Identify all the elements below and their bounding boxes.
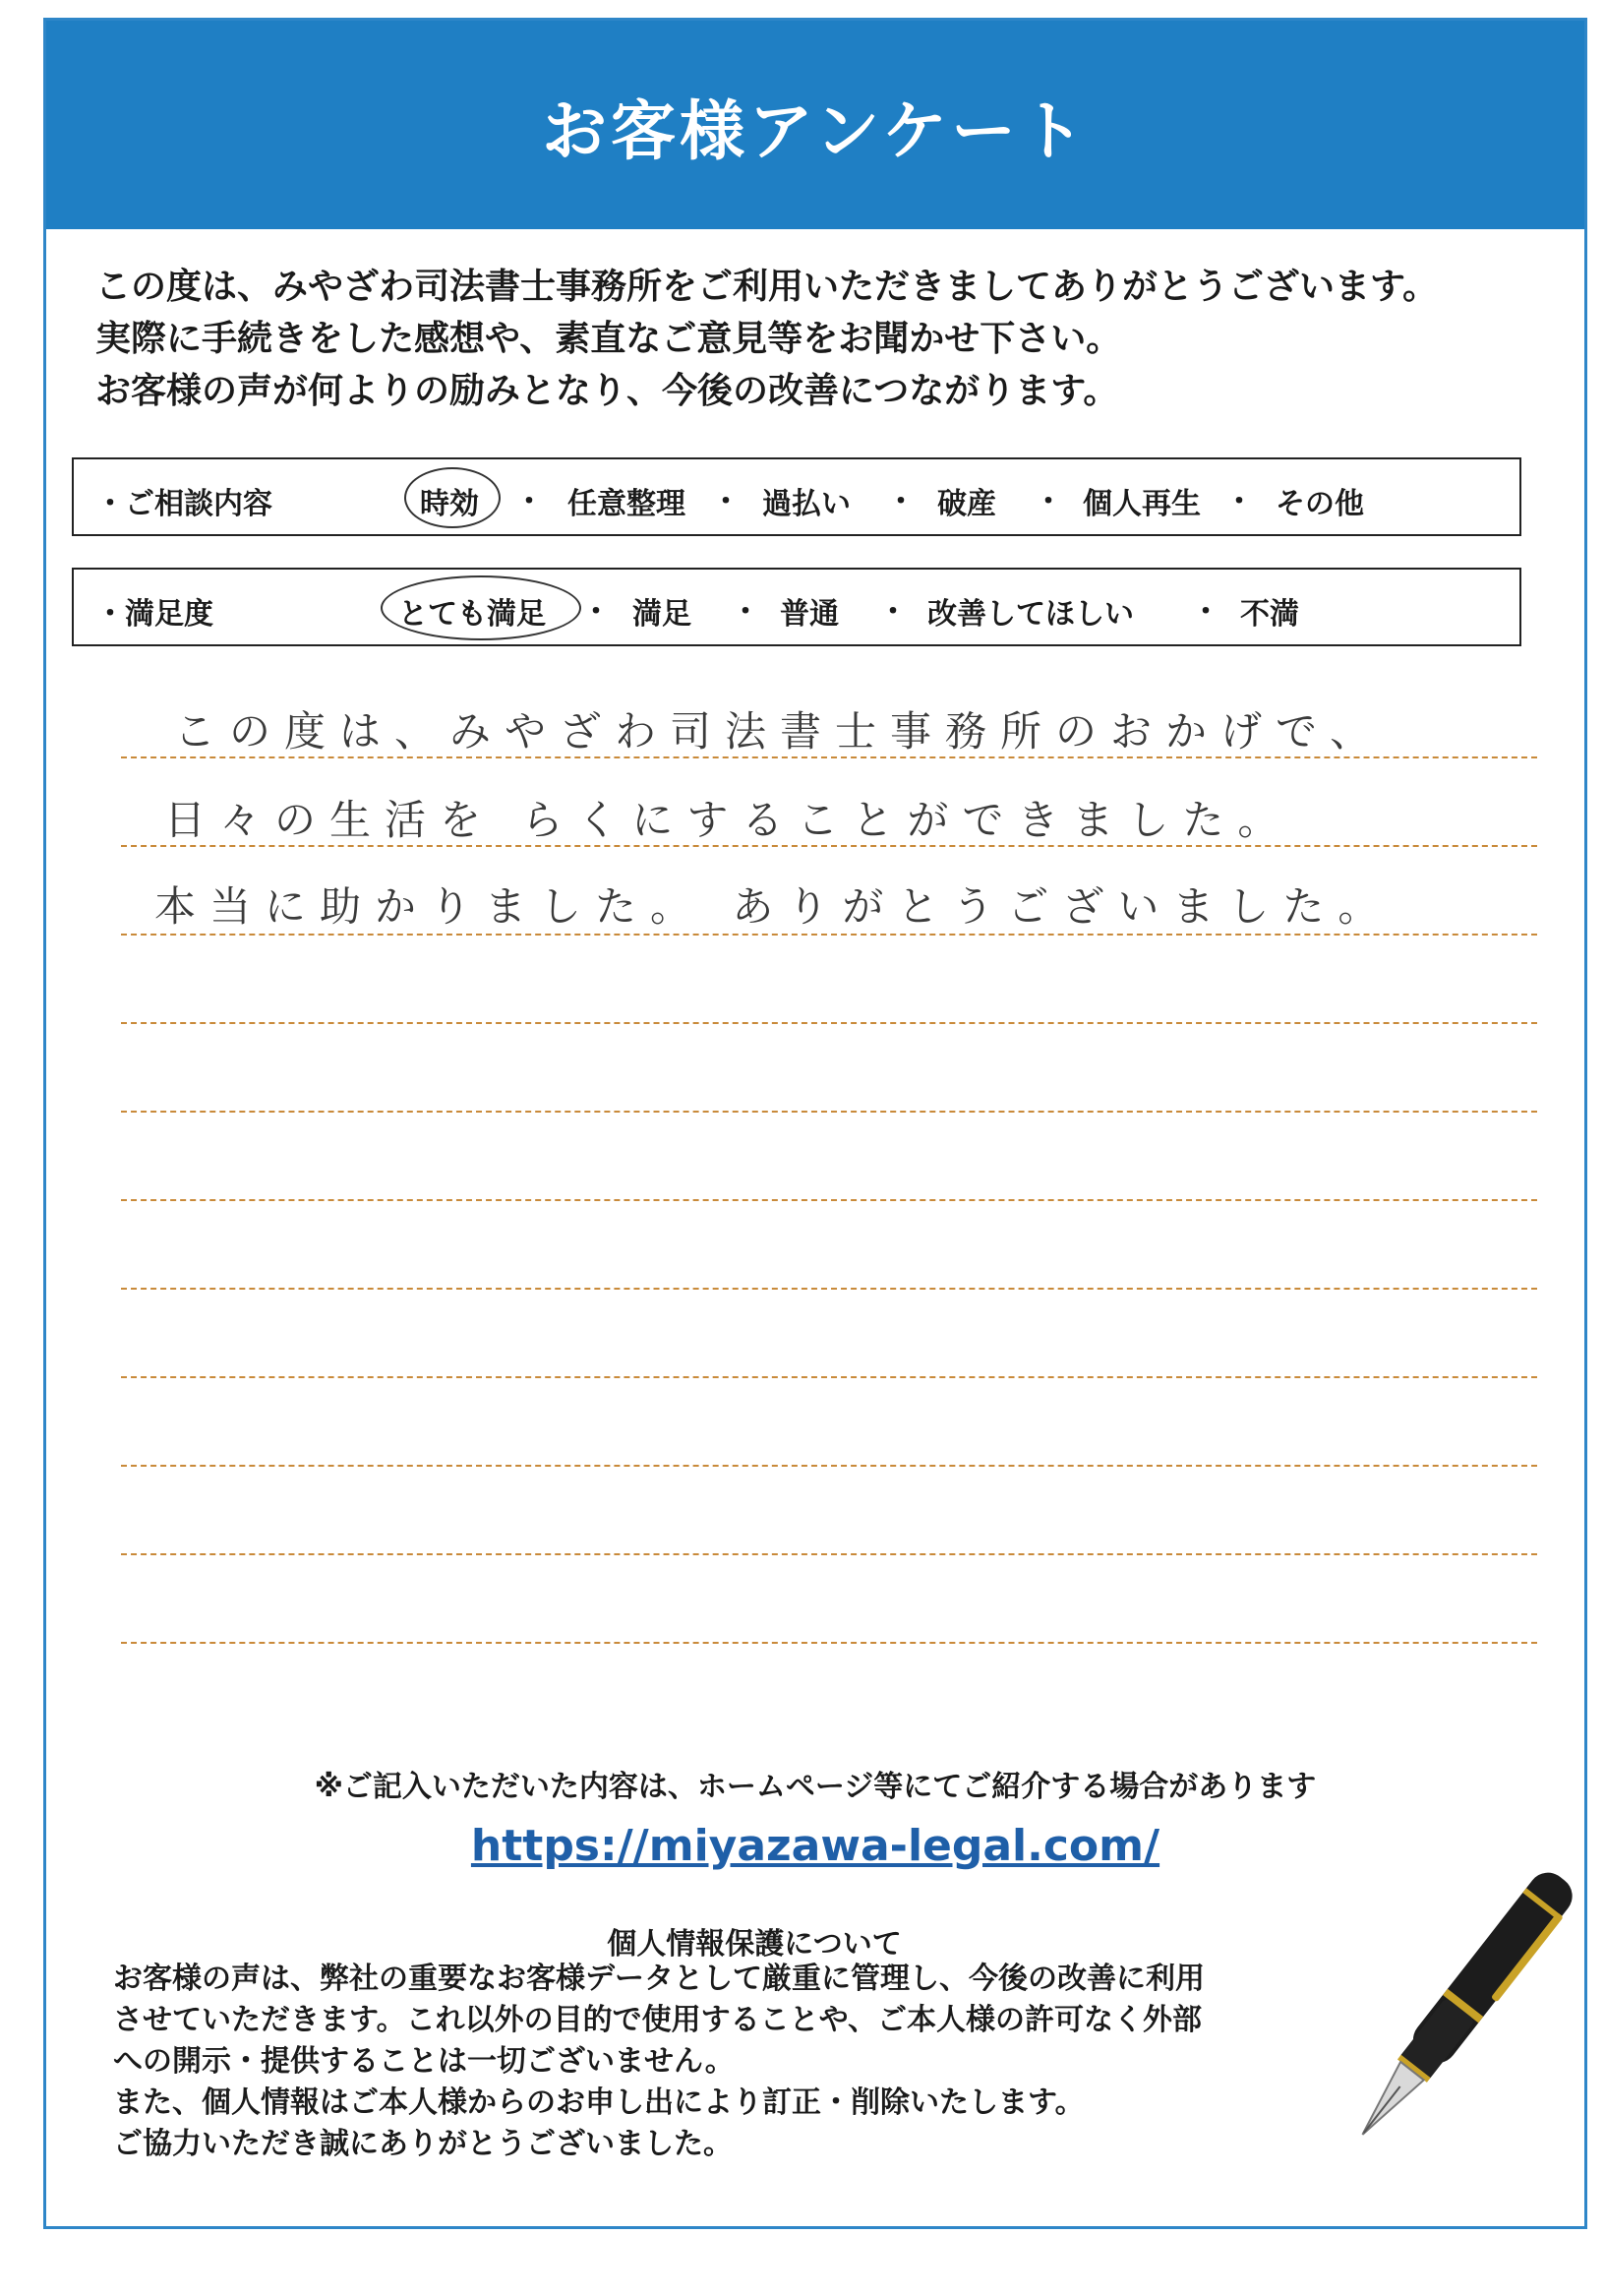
- comment-line: この度は、みやざわ司法書士事務所のおかげで、: [174, 707, 1386, 755]
- separator: ・: [514, 485, 544, 519]
- option-futsuu[interactable]: 普通: [780, 597, 839, 632]
- rule-line: [121, 1111, 1537, 1113]
- separator: ・: [731, 595, 760, 630]
- separator: ・: [1191, 595, 1220, 630]
- separator: ・: [581, 595, 611, 630]
- publication-notice: ※ご記入いただいた内容は、ホームページ等にてご紹介する場合があります: [314, 1770, 1317, 1804]
- privacy-line: への開示・提供することは一切ございません。: [113, 2044, 735, 2079]
- option-jikou[interactable]: 時効: [420, 487, 479, 521]
- option-hasan[interactable]: 破産: [937, 487, 996, 521]
- intro-line: 実際に手続きをした感想や、素直なご意見等をお聞かせ下さい。: [95, 319, 1122, 359]
- option-totemo-manzoku[interactable]: とても満足: [398, 597, 546, 632]
- separator: ・: [711, 485, 741, 519]
- rule-line: [121, 934, 1537, 936]
- separator: ・: [878, 595, 908, 630]
- survey-form: [43, 18, 1587, 2229]
- intro-line: お客様の声が何よりの励みとなり、今後の改善につながります。: [95, 371, 1119, 411]
- option-nini-seiri[interactable]: 任意整理: [567, 487, 685, 521]
- separator: ・: [1034, 485, 1063, 519]
- option-kabarai[interactable]: 過払い: [762, 487, 851, 521]
- comment-line: 日々の生活を らくにすることができました。: [164, 796, 1293, 844]
- intro-line: この度は、みやざわ司法書士事務所をご利用いただきましてありがとうございます。: [95, 267, 1439, 307]
- rule-line: [121, 1288, 1537, 1290]
- privacy-line: お客様の声は、弊社の重要なお客様データとして厳重に管理し、今後の改善に利用: [113, 1962, 1205, 1996]
- rule-line: [121, 1465, 1537, 1467]
- fountain-pen-icon: [1325, 1850, 1580, 2185]
- privacy-line: させていただきます。これ以外の目的で使用することや、ご本人様の許可なく外部: [113, 2003, 1202, 2037]
- consultation-label: ・ご相談内容: [95, 487, 272, 521]
- privacy-title: 個人情報保護について: [607, 1927, 902, 1962]
- option-sonota[interactable]: その他: [1276, 487, 1364, 521]
- rule-line: [121, 1642, 1537, 1644]
- header-banner: [46, 21, 1584, 229]
- privacy-line: また、個人情報はご本人様からのお申し出により訂正・削除いたします。: [113, 2085, 1085, 2120]
- website-link[interactable]: https://miyazawa-legal.com/: [470, 1821, 1160, 1871]
- separator: ・: [886, 485, 916, 519]
- satisfaction-label: ・満足度: [95, 597, 213, 632]
- option-manzoku[interactable]: 満足: [632, 597, 691, 632]
- separator: ・: [1224, 485, 1254, 519]
- rule-line: [121, 1553, 1537, 1555]
- rule-line: [121, 1199, 1537, 1201]
- privacy-text: [113, 1959, 1352, 2165]
- page-title: お客様アンケート: [541, 92, 1090, 169]
- comment-line: 本当に助かりました。 ありがとうございました。: [154, 882, 1394, 931]
- privacy-line: ご協力いただき誠にありがとうございました。: [113, 2127, 733, 2161]
- consultation-row: [72, 457, 1521, 536]
- option-kaizen[interactable]: 改善してほしい: [927, 597, 1134, 632]
- satisfaction-row: [72, 568, 1521, 646]
- rule-line: [121, 1022, 1537, 1024]
- option-kojin-saisei[interactable]: 個人再生: [1083, 487, 1201, 521]
- option-fuman[interactable]: 不満: [1240, 597, 1299, 632]
- intro-text: [95, 261, 1531, 417]
- rule-line: [121, 1376, 1537, 1378]
